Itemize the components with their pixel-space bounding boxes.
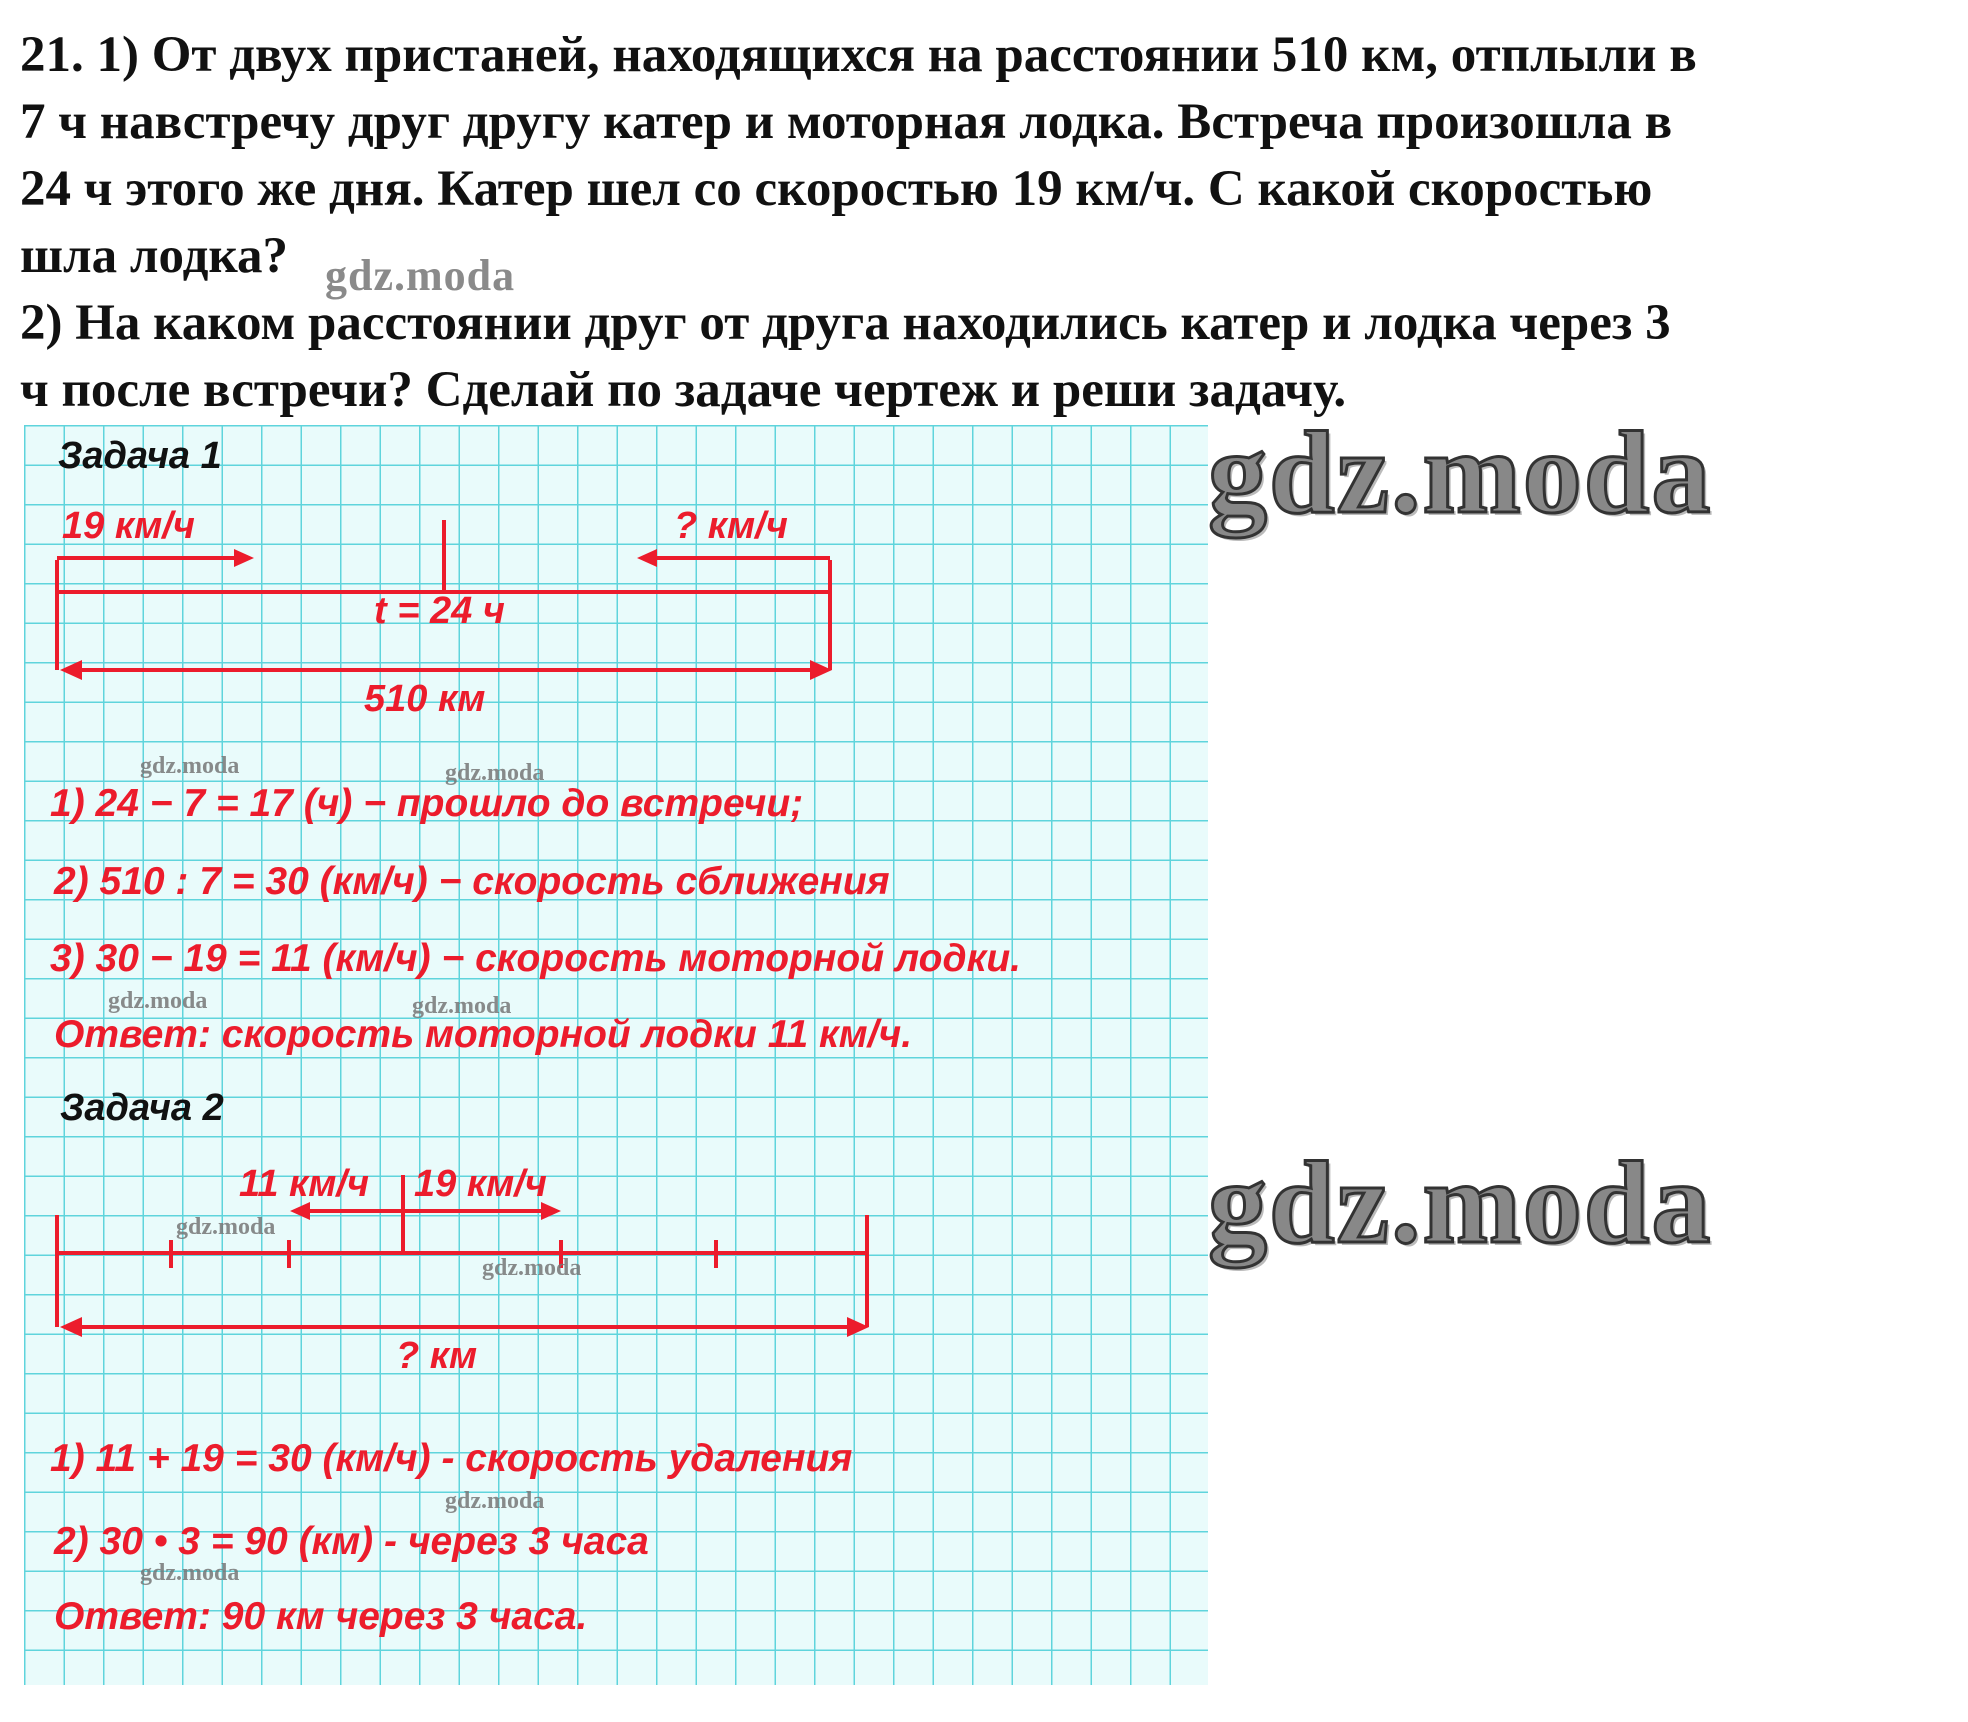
watermark-small-2: gdz.moda: [445, 760, 545, 786]
problem-line-3: 24 ч этого же дня. Катер шел со скоростью 19 км/ч. С какой скоростью: [20, 161, 1653, 217]
watermark-small-4: gdz.moda: [412, 993, 512, 1019]
task2-answer: Ответ: 90 км через 3 часа.: [54, 1595, 588, 1638]
problem-line-4: шла лодка?: [20, 228, 288, 284]
task1-step-1: 1) 24 − 7 = 17 (ч) − прошло до встречи;: [50, 782, 804, 825]
task2-distance-label: ? км: [396, 1335, 478, 1377]
watermark-small-6: gdz.moda: [482, 1255, 582, 1281]
task1-distance-label: 510 км: [364, 678, 486, 720]
grid-paper-solution: [24, 425, 1208, 1685]
problem-line-1: 21. 1) От двух пристаней, находящихся на расстоянии 510 км, отплыли в: [20, 27, 1697, 83]
watermark-small-8: gdz.moda: [140, 1560, 240, 1586]
problem-line-6: ч после встречи? Сделай по задаче чертеж и реши задачу.: [20, 362, 1347, 418]
problem-line-5: 2) На каком расстоянии друг от друга находились катер и лодка через 3: [20, 295, 1671, 351]
task2-heading: Задача 2: [60, 1087, 224, 1129]
task2-step-2: 2) 30 • 3 = 90 (км) - через 3 часа: [54, 1520, 649, 1563]
watermark-small-3: gdz.moda: [108, 988, 208, 1014]
watermark-small-5: gdz.moda: [176, 1214, 276, 1240]
task1-step-3: 3) 30 − 19 = 11 (км/ч) − скорость моторной лодки.: [50, 937, 1022, 980]
watermark-large-1: gdz.moda: [1208, 407, 1713, 538]
task2-step-1: 1) 11 + 19 = 30 (км/ч) - скорость удаления: [50, 1437, 853, 1480]
task1-answer: Ответ: скорость моторной лодки 11 км/ч.: [54, 1013, 913, 1056]
watermark-large-2: gdz.moda: [1208, 1137, 1713, 1268]
task2-speed-left: 11 км/ч: [239, 1163, 370, 1205]
watermark-small-1: gdz.moda: [140, 753, 240, 779]
problem-line-2: 7 ч навстречу друг другу катер и моторная лодка. Встреча произошла в: [20, 94, 1673, 150]
task1-speed-right: ? км/ч: [674, 505, 788, 547]
problem-statement: [20, 22, 1950, 424]
watermark-top: gdz.moda: [325, 251, 516, 300]
task1-time-label: t = 24 ч: [374, 590, 505, 632]
watermark-small-7: gdz.moda: [445, 1488, 545, 1514]
task1-step-2: 2) 510 : 7 = 30 (км/ч) − скорость сближения: [54, 860, 890, 903]
task2-speed-right: 19 км/ч: [414, 1163, 547, 1205]
task1-speed-left: 19 км/ч: [62, 505, 195, 547]
task1-heading: Задача 1: [58, 435, 222, 477]
